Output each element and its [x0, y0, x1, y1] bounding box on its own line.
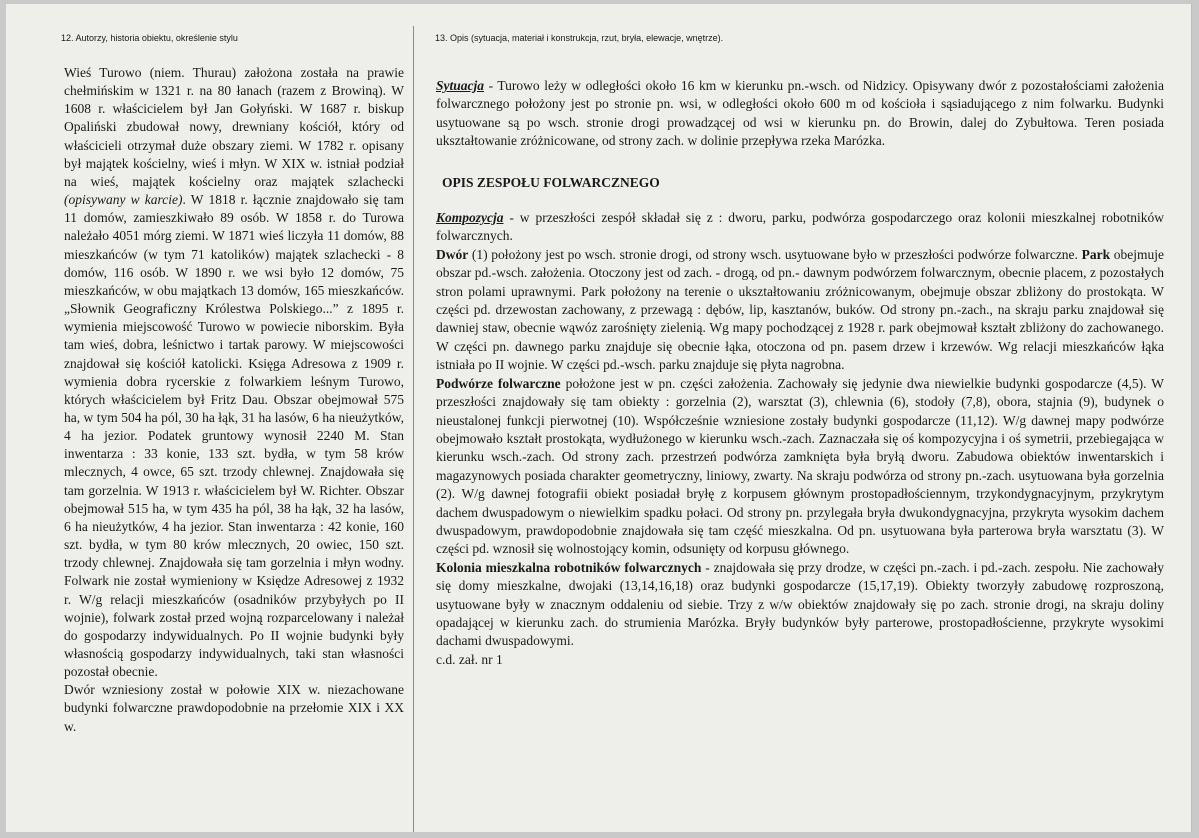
document-page: [6, 4, 1192, 832]
colony-text: - znajdowała się przy drodze, w części pn.-zach. i pd.-zach. zespołu. Nie zachowały się domy mieszkalne, dwojaki (13,14,16,18) oraz budynki gospodarcze (15,17,19). Obiekty tworzyły zabudowę rozproszoną, usytuowane były w znacznym oddaleniu od siebie. Trzy z w/w obiektów znajdowały się po zach. stronie drogi, na skraju doliny opadającej w kierunku zach. do strumienia Marózka. Bryły budynków były parterowe, prostopadłościenne, przykryte wysokimi dachami dwuspadowymi.: [436, 559, 1165, 649]
composition-label: Kompozycja: [436, 210, 504, 226]
colony-paragraph: [436, 559, 1164, 651]
composition-paragraph: [436, 209, 1164, 246]
dating-paragraph: Dwór wzniesiony został w połowie XIX w. niezachowane budynki folwarczne prawdopodobnie na przełomie XIX i XX w.: [64, 682, 404, 734]
manor-text: (1) położony jest po wsch. stronie drogi, od strony wsch. usytuowane było w przeszłości podwórze folwarczne.: [468, 246, 1082, 262]
history-text-italic: (opisywany w karcie): [64, 192, 183, 208]
farmyard-text: położone jest w pn. części założenia. Zachowały się jedynie dwa niewielkie budynki gospodarcze (4,5). W przeszłości znajdowały się tam obiekty : gorzelnia (2), warsztat (3), chlewnia (6), stodoły (7,8), obora, stajnia (9), budynek o nieustalonej funkcji pierwotnej (10). Współcześnie wzniesione zostały budynki gospodarcze (11,12). W/g dawnej mapy podwórze obejmowało kształt prostokąta, wydłużonego w kierunku wsch.-zach. Zaznaczała się oś kompozycyjna i oś symetrii, przebiegająca w kierunku wsch.-zach. Od strony zach. przestrzeń podwórza zamknięta była bryłą dworu. Zabudowa obiektów inwentarskich i magazynowych posiada charakter geometryczny, liniowy, zwarty. Na skraju podwórza od strony pn.-zach. usytuowana była gorzelnia (2). W/g dawnej fotografii obiekt posiadał bryłę z korpusem głównym prostopadłościennym, trzykondygnacyjnym, przykrytym dachem dwuspadowym o niewielkim spadku połaci. Od strony pn. przylegała bryła dwukondygnacyjna, przykryta wysokim dachem dwuspadowym, prawdopodobnie znajdowała się tam część mieszkalna. Od pn. usytuowana była parterowa bryła warsztatu (3). W części pd. wznosił się wolnostojący komin, odsunięty od korpusu głównego.: [436, 375, 1164, 557]
situation-label: Sytuacja: [436, 78, 485, 93]
history-text-a: Wieś Turowo (niem. Thurau) założona została na prawie chełmińskim w 1321 r. na 80 łanach (razem z Browiną). W 1608 r. właścicielem był Jan Gołyński. W 1687 r. biskup Opaliński zbudował nowy, drewniany kościół, który od właścicieli otrzymał duże obszary ziemi. W 1782 r. opisany był majątek kościelny, wieś i młyn. W XIX w. istniał podział na wieś, majątek kościelny oraz majątek szlachecki: [64, 65, 404, 189]
composition-text: - w przeszłości zespół składał się z : dworu, parku, podwórza gospodarczego oraz kolonii mieszkalnej robotników folwarcznych.: [436, 210, 1164, 244]
history-text-c: . W 1818 r. łącznie znajdowało się tam 11 domów, zamieszkiwało 89 osób. W 1858 r. do Turowa należało 4051 mórg ziemi. W 1871 wieś liczyła 11 domów, 88 mieszkańców (w tym 71 katolików) majątek szlachecki - 8 domów, 116 osób. W 1890 r. we wsi było 12 domów, 75 mieszkańców, w obu majątkach 13 domów, 165 mieszkańców. „Słownik Geograficzny Królestwa Polskiego...” z 1895 r. wymienia miejscowość Turowo w powiecie niborskim. Była tam wieś, dobra, leśnictwo i tartak parowy. W miejscowości znajdował się kościół katolicki. Księga Adresowa z 1909 r. wymienia dobra rycerskie z folwarkiem leśnym Turowo, których właścicielem był Fritz Dau. Obszar obejmował 575 ha, w tym 504 ha pól, 30 ha łąk, 31 ha lasów, 6 ha nieużytków, 4 ha jezior. Podatek gruntowy wynosił 2240 M. Stan inwentarza : 33 konie, 133 szt. bydła, w tym 58 krów mlecznych, 4 owce, 65 szt. trzody chlewnej. Znajdowała się tam gorzelnia. W 1913 r. właścicielem był W. Richter. Obszar obejmował 515 ha, w tym 435 ha pól, 38 ha łąk, 32 ha lasów, 6 ha nieużytków, 4 ha jezior. Stan inwentarza : 42 konie, 160 szt. bydła, w tym 80 krów mlecznych, 20 owiec, 150 szt. trzody chlewnej. Znajdowała się tam gorzelnia i młyn wodny. Folwark nie został wymieniony w Księdze Adresowej z 1932 r. W/g relacji mieszkańców (osadników przybyłych po II wojnie), folwark został przed wojną rozparcelowany i należał do gospodarzy indywidualnych. Po II wojnie budynki były własnością gospodarzy indywidualnych, taki stan własności pozostał obecnie.: [64, 192, 404, 680]
situation-paragraph: [436, 77, 1164, 151]
history-column: [64, 64, 404, 736]
farmyard-paragraph: [436, 375, 1164, 559]
column-divider: [413, 26, 414, 832]
park-label: Park: [1081, 246, 1111, 262]
manor-paragraph: [436, 246, 1164, 375]
continuation-note: c.d. zał. nr 1: [436, 651, 503, 667]
section-title: OPIS ZESPOŁU FOLWARCZNEGO: [442, 174, 660, 190]
left-column-header: 12. Autorzy, historia obiektu, określenie stylu: [61, 33, 238, 43]
farmyard-label: Podwórze folwarczne: [436, 375, 561, 391]
right-column-header: 13. Opis (sytuacja, materiał i konstrukcja, rzut, bryła, elewacje, wnętrze).: [435, 33, 724, 43]
manor-label: Dwór: [436, 246, 469, 262]
history-paragraph: [64, 64, 404, 681]
park-text: obejmuje obszar pd.-wsch. założenia. Otoczony jest od zach. - drogą, od pn.- dawnym podwórzem folwarcznym, obecnie placem, z pozostałych stron polami uprawnymi. Park położony na terenie o ukształtowaniu zróżnicowanym, obejmuje obszar zbliżony do prostokąta. W części pd. drzewostan zachowany, z przewagą : dębów, lip, kasztanów, buków. Od strony pn.-zach., na skraju parku znajdował się dawniej staw, obecnie wąwóz zarośnięty zielenią. Wg mapy pochodzącej z 1928 r. park obejmował kształt zbliżony do zachowanego. W części pn. dawnego parku znajduje się obecnie łąka, otoczona od pn. pasem drzew i krzewów. Wg relacji mieszkańców łąka istniała po II wojnie. W części pd.-wsch. parku znajduje się płyta nagrobna.: [436, 246, 1164, 373]
colony-label: Kolonia mieszkalna robotników folwarcznych: [436, 559, 702, 575]
description-column: [436, 77, 1164, 669]
situation-text: - Turowo leży w odległości około 16 km w kierunku pn.-wsch. od Nidzicy. Opisywany dwór z pozostałościami założenia folwarcznego położony jest po stronie pn. wsi, w odległości około 600 m od kościoła i sąsiadującego z nim folwarku. Budynki usytuowane są po wsch. stronie drogi prowadzącej od wsi w kierunku pn. do Browin, dalej do Zybułtowa. Teren posiada ukształtowanie zróżnicowane, od strony zach. w dolinie przepływa rzeka Marózka.: [436, 78, 1164, 149]
